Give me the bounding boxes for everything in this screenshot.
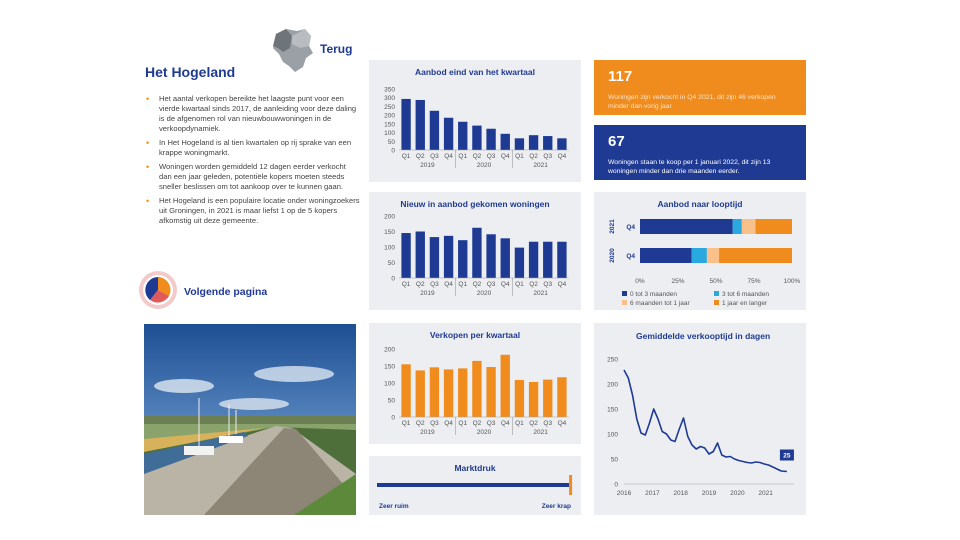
- x-tick-label: Q3: [430, 420, 439, 427]
- x-tick-label: Q2: [415, 153, 425, 160]
- group-label: 2020: [476, 290, 492, 297]
- x-tick-label: Q4: [444, 420, 453, 427]
- stacked-bar-segment: [742, 219, 756, 234]
- bullet-list: [145, 94, 360, 230]
- chart-title: Aanbod eind van het kwartaal: [415, 67, 535, 77]
- bar: [401, 233, 410, 278]
- page-title: Het Hogeland: [145, 64, 236, 80]
- bar: [416, 100, 425, 150]
- group-label: 2020: [476, 162, 492, 169]
- aanbod-chart-panel: [369, 60, 581, 182]
- bar: [515, 380, 524, 417]
- y-tick-label: 200: [384, 213, 395, 221]
- bar: [543, 242, 552, 278]
- bar: [458, 122, 467, 150]
- verkooptijd-chart: [594, 323, 806, 515]
- bar: [472, 361, 481, 417]
- y-tick-label: 250: [384, 103, 395, 111]
- bar: [444, 236, 453, 278]
- y-tick-label: 0: [391, 147, 395, 155]
- chart-title: Marktdruk: [454, 463, 496, 473]
- x-tick-label: Q1: [458, 153, 468, 160]
- x-tick-label: Q4: [557, 153, 567, 160]
- legend-swatch: [622, 291, 627, 296]
- y-tick-label: 150: [384, 121, 395, 129]
- kpi-for-sale-text: Woningen staan te koop per 1 januari 2022, dit zijn 13 woningen minder dan drie maanden eerder.: [608, 159, 771, 175]
- bar: [472, 228, 481, 278]
- harbour-photo: [144, 324, 356, 515]
- x-tick-label: Q3: [486, 153, 496, 160]
- x-tick-label: Q4: [500, 420, 510, 427]
- bar: [557, 242, 566, 278]
- y-tick-label: 50: [387, 397, 395, 405]
- legend-label: 0 tot 3 maanden: [630, 291, 677, 298]
- end-value-label: 25: [783, 452, 791, 460]
- legend-swatch: [714, 291, 719, 296]
- x-tick-label: 75%: [747, 278, 761, 285]
- y-tick-label: 350: [384, 86, 395, 94]
- x-tick-label: Q3: [543, 281, 553, 288]
- bar: [486, 129, 495, 150]
- x-tick-label: Q4: [444, 153, 453, 160]
- x-tick-label: Q1: [515, 420, 524, 427]
- y-tick-label: 200: [384, 346, 395, 354]
- bar: [501, 238, 510, 278]
- bar: [515, 138, 524, 150]
- nieuw-chart: [369, 192, 581, 310]
- bar: [458, 368, 467, 417]
- x-tick-label: 2021: [758, 490, 773, 497]
- x-tick-label: 2019: [701, 490, 717, 497]
- gauge-marker: [569, 475, 572, 495]
- y-tick-label: 50: [387, 260, 395, 267]
- bar: [543, 380, 552, 417]
- x-tick-label: 25%: [671, 278, 685, 285]
- x-tick-label: 50%: [709, 278, 723, 285]
- bar: [557, 377, 566, 417]
- y-tick-label: 50: [610, 456, 618, 464]
- bar: [444, 369, 453, 417]
- y-tick-label: 50: [387, 138, 395, 146]
- bullet-item: • Het Hogeland is een populaire locatie onder woningzoekers uit Groningen, in 2021 is maar liefst 1 op de 5 kopers afkomstig uit deze gemeente.: [145, 196, 360, 226]
- verkopen-chart: [369, 323, 581, 444]
- y-tick-label: 100: [384, 380, 395, 388]
- x-tick-label: Q3: [430, 153, 439, 160]
- y-tick-label: 100: [384, 244, 395, 252]
- x-tick-label: Q3: [543, 153, 553, 160]
- bar: [416, 232, 425, 279]
- x-tick-label: Q3: [486, 281, 496, 288]
- legend-label: 3 tot 6 maanden: [722, 291, 769, 298]
- x-tick-label: Q3: [486, 420, 496, 427]
- pie-chart-icon[interactable]: [138, 270, 178, 310]
- y-tick-label: 150: [384, 363, 395, 371]
- y-tick-label: 0: [391, 414, 395, 422]
- x-tick-label: 2018: [673, 490, 688, 497]
- bullet-item: • In Het Hogeland is al tien kwartalen op rij sprake van een krappe woningmarkt.: [145, 138, 360, 158]
- y-tick-label: 100: [607, 431, 618, 439]
- bar: [515, 248, 524, 278]
- x-tick-label: Q1: [515, 153, 524, 160]
- bar: [444, 118, 453, 150]
- verkooptijd-chart-panel: [594, 323, 806, 515]
- bar: [529, 135, 538, 150]
- legend-swatch: [622, 300, 627, 305]
- bar: [486, 234, 495, 278]
- x-tick-label: 2017: [645, 490, 660, 497]
- bullet-item: • Het aantal verkopen bereikte het laagste punt voor een vierde kwartaal sinds 2017, de aanleiding voor deze daling is de afgenomen rol van nieuwbouwwoningen in de verkoopdynamiek.: [145, 94, 360, 134]
- bar: [430, 111, 439, 150]
- aanbod-chart: [369, 60, 581, 182]
- group-label: 2021: [533, 162, 548, 169]
- bar: [486, 367, 495, 417]
- y-tick-label: 250: [607, 356, 618, 364]
- bar: [401, 364, 410, 417]
- next-page-link[interactable]: Volgende pagina: [184, 286, 268, 298]
- x-tick-label: 0%: [635, 278, 645, 285]
- kpi-sold-value: 117: [608, 68, 633, 85]
- gauge-bar: [377, 483, 569, 487]
- chart-title: Nieuw in aanbod gekomen woningen: [400, 199, 550, 209]
- group-label: 2021: [533, 429, 548, 436]
- x-tick-label: Q2: [415, 281, 425, 288]
- looptijd-chart-panel: [594, 192, 806, 310]
- stacked-bar-segment: [756, 219, 792, 234]
- bar: [430, 367, 439, 417]
- stacked-bar-segment: [733, 219, 742, 234]
- x-tick-label: 2020: [730, 490, 745, 497]
- x-tick-label: Q2: [472, 281, 482, 288]
- row-year-label: 2021: [609, 219, 616, 234]
- x-tick-label: Q4: [557, 420, 567, 427]
- nieuw-chart-panel: [369, 192, 581, 310]
- stacked-bar-segment: [640, 248, 692, 263]
- gauge-right-label: Zeer krap: [541, 503, 571, 510]
- row-quarter-label: Q4: [626, 253, 635, 260]
- bar: [557, 138, 566, 150]
- group-label: 2019: [420, 429, 435, 436]
- y-tick-label: 150: [384, 229, 395, 236]
- bar: [430, 237, 439, 278]
- chart-title: Verkopen per kwartaal: [429, 330, 521, 340]
- y-tick-label: 100: [384, 130, 395, 138]
- x-tick-label: Q2: [529, 281, 538, 288]
- stacked-bar-segment: [640, 219, 733, 234]
- y-tick-label: 0: [391, 275, 395, 283]
- bar: [416, 370, 425, 417]
- x-tick-label: Q1: [458, 281, 468, 288]
- province-map-icon[interactable]: [270, 26, 314, 74]
- row-year-label: 2020: [609, 248, 616, 263]
- x-tick-label: Q2: [529, 153, 538, 160]
- x-tick-label: Q3: [543, 420, 553, 427]
- stacked-bar-segment: [707, 248, 719, 263]
- x-tick-label: 100%: [783, 278, 801, 285]
- kpi-sold-box: [594, 60, 806, 115]
- y-tick-label: 200: [607, 381, 618, 389]
- kpi-for-sale-value: 67: [608, 133, 625, 150]
- legend-label: 1 jaar en langer: [722, 300, 768, 307]
- group-label: 2021: [533, 290, 548, 297]
- x-tick-label: Q4: [444, 281, 453, 288]
- bar: [501, 355, 510, 417]
- y-tick-label: 200: [384, 112, 395, 120]
- legend-label: 6 maanden tot 1 jaar: [630, 300, 690, 307]
- x-tick-label: Q1: [401, 153, 411, 160]
- x-tick-label: Q2: [415, 420, 425, 427]
- x-tick-label: Q2: [472, 153, 482, 160]
- legend-swatch: [714, 300, 719, 305]
- bar: [543, 136, 552, 150]
- kpi-sold-text: Woningen zijn verkocht in Q4 2021, dit zijn 46 verkopen minder dan vorig jaar: [608, 94, 776, 110]
- bar: [529, 242, 538, 278]
- chart-title: Aanbod naar looptijd: [657, 199, 743, 209]
- x-tick-label: Q1: [401, 281, 411, 288]
- y-tick-label: 0: [614, 481, 618, 489]
- stacked-bar-segment: [692, 248, 707, 263]
- group-label: 2020: [476, 429, 492, 436]
- bar: [401, 99, 410, 150]
- x-tick-label: Q4: [500, 153, 510, 160]
- y-tick-label: 150: [607, 406, 618, 414]
- bar: [501, 134, 510, 150]
- looptijd-chart: [594, 192, 806, 310]
- x-tick-label: Q1: [515, 281, 524, 288]
- verkopen-chart-panel: [369, 323, 581, 444]
- x-tick-label: Q2: [472, 420, 482, 427]
- x-tick-label: Q2: [529, 420, 538, 427]
- chart-title: Gemiddelde verkooptijd in dagen: [636, 331, 771, 341]
- bar: [472, 126, 481, 150]
- x-tick-label: Q1: [458, 420, 468, 427]
- bar: [458, 240, 467, 278]
- marktdruk-panel: [369, 456, 581, 515]
- x-tick-label: Q4: [557, 281, 567, 288]
- x-tick-label: Q1: [401, 420, 411, 427]
- group-label: 2019: [420, 290, 435, 297]
- row-quarter-label: Q4: [626, 224, 635, 231]
- group-label: 2019: [420, 162, 435, 169]
- x-tick-label: Q3: [430, 281, 439, 288]
- bar: [529, 382, 538, 417]
- y-tick-label: 300: [384, 95, 395, 103]
- back-link[interactable]: Terug: [320, 42, 353, 56]
- bullet-item: • Woningen worden gemiddeld 12 dagen eerder verkocht dan een jaar geleden, potentiële kopers moeten steeds sneller beslissen om tot aankoop over te kunnen gaan.: [145, 162, 360, 192]
- stacked-bar-segment: [719, 248, 792, 263]
- kpi-for-sale-box: [594, 125, 806, 180]
- series-line: [624, 370, 787, 472]
- gauge-left-label: Zeer ruim: [379, 503, 409, 510]
- x-tick-label: Q4: [500, 281, 510, 288]
- x-tick-label: 2016: [616, 490, 632, 497]
